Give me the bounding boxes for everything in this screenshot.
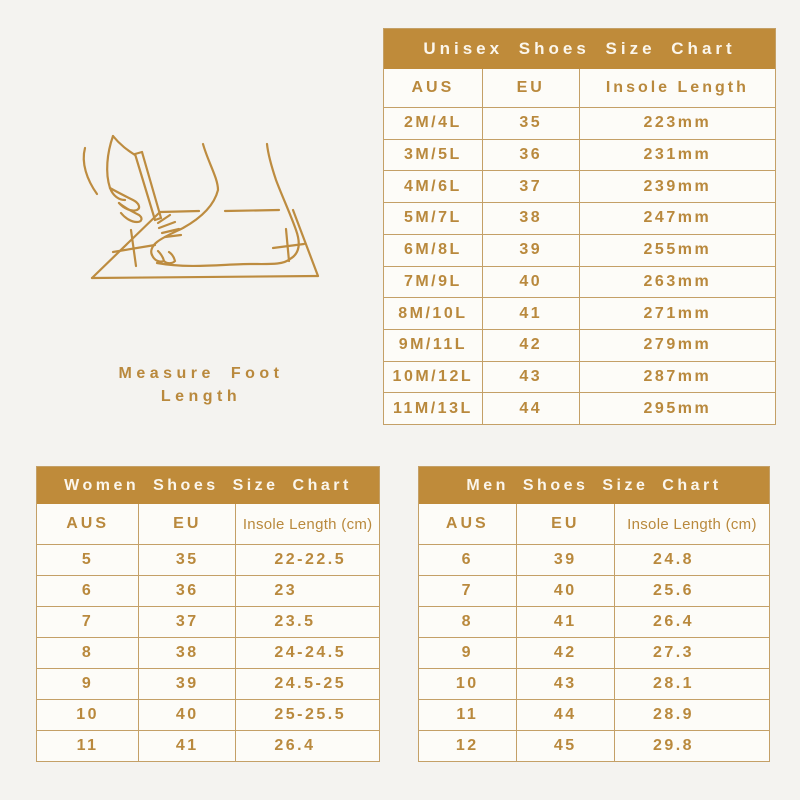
- cell-eu: 38: [138, 638, 235, 668]
- women-col-header-eu: EU: [138, 504, 235, 544]
- women-col-header-aus: AUS: [66, 515, 109, 532]
- table-row: [419, 699, 769, 730]
- cell-aus: 11: [456, 706, 479, 723]
- cell-insole: 23: [235, 576, 379, 606]
- unisex-chart-title: Unisex Shoes Size Chart: [384, 29, 775, 69]
- cell-insole: 231mm: [579, 140, 775, 171]
- table-row: [419, 606, 769, 637]
- cell-aus: 12: [455, 737, 479, 754]
- table-row: [384, 202, 775, 234]
- table-row: [384, 392, 775, 424]
- cell-eu: 40: [516, 576, 614, 606]
- cell-insole: 28.1: [614, 669, 769, 699]
- men-col-header-aus: AUS: [445, 515, 489, 532]
- unisex-col-header-insole: Insole Length: [579, 69, 775, 107]
- table-row: [384, 170, 775, 202]
- cell-insole: 24-24.5: [235, 638, 379, 668]
- cell-aus: 8M/10L: [398, 304, 468, 322]
- cell-aus: 6M/8L: [403, 241, 462, 259]
- women-header-row: [37, 504, 379, 544]
- cell-eu: 44: [482, 393, 579, 424]
- men-table-body: [419, 544, 769, 761]
- cell-aus: 8: [461, 613, 473, 630]
- cell-eu: 41: [138, 731, 235, 761]
- table-row: [419, 637, 769, 668]
- unisex-col-header-eu: EU: [482, 69, 579, 107]
- cell-eu: 37: [138, 607, 235, 637]
- caption-line-1: Measure Foot: [118, 365, 284, 382]
- cell-eu: 37: [482, 171, 579, 202]
- illustration-caption: [55, 362, 347, 408]
- women-table-body: [37, 544, 379, 761]
- cell-insole: 239mm: [579, 171, 775, 202]
- measure-foot-illustration: [55, 118, 347, 408]
- cell-aus: 10M/12L: [392, 367, 474, 385]
- cell-aus: 9: [461, 644, 473, 661]
- cell-eu: 39: [482, 235, 579, 266]
- cell-aus: 7: [81, 613, 94, 630]
- men-col-header-insole: Insole Length (cm): [614, 504, 769, 544]
- cell-eu: 36: [138, 576, 235, 606]
- cell-eu: 42: [482, 330, 579, 361]
- cell-eu: 41: [482, 298, 579, 329]
- cell-insole: 24.8: [614, 545, 769, 575]
- table-row: [384, 297, 775, 329]
- women-chart-title: Women Shoes Size Chart: [37, 467, 379, 504]
- table-row: [384, 139, 775, 171]
- cell-eu: 40: [138, 700, 235, 730]
- unisex-table-body: [384, 107, 775, 424]
- cell-eu: 39: [516, 545, 614, 575]
- unisex-col-header-aus: AUS: [411, 79, 455, 96]
- cell-insole: 223mm: [579, 108, 775, 139]
- table-row: [384, 329, 775, 361]
- cell-aus: 11M/13L: [392, 399, 473, 417]
- cell-eu: 39: [138, 669, 235, 699]
- cell-aus: 10: [76, 706, 99, 723]
- cell-eu: 35: [482, 108, 579, 139]
- cell-eu: 38: [482, 203, 579, 234]
- table-row: [37, 668, 379, 699]
- table-row: [37, 544, 379, 575]
- table-row: [384, 234, 775, 266]
- cell-eu: 42: [516, 638, 614, 668]
- cell-eu: 36: [482, 140, 579, 171]
- cell-insole: 26.4: [235, 731, 379, 761]
- unisex-size-chart: [383, 28, 776, 425]
- cell-aus: 7: [461, 582, 473, 599]
- unisex-header-row: [384, 69, 775, 107]
- table-row: [419, 668, 769, 699]
- cell-insole: 255mm: [579, 235, 775, 266]
- table-row: [419, 575, 769, 606]
- cell-insole: 24.5-25: [235, 669, 379, 699]
- cell-aus: 7M/9L: [403, 272, 462, 290]
- cell-eu: 41: [516, 607, 614, 637]
- cell-insole: 28.9: [614, 700, 769, 730]
- cell-aus: 9: [81, 675, 94, 692]
- cell-insole: 287mm: [579, 362, 775, 393]
- cell-insole: 263mm: [579, 267, 775, 298]
- cell-aus: 8: [81, 644, 94, 661]
- cell-aus: 4M/6L: [403, 177, 462, 195]
- cell-aus: 6: [81, 582, 94, 599]
- table-row: [384, 361, 775, 393]
- cell-eu: 44: [516, 700, 614, 730]
- men-chart-title: Men Shoes Size Chart: [419, 467, 769, 504]
- caption-line-2: Length: [160, 388, 242, 406]
- table-row: [37, 575, 379, 606]
- cell-insole: 271mm: [579, 298, 775, 329]
- cell-aus: 11: [76, 737, 99, 754]
- cell-eu: 45: [516, 731, 614, 761]
- table-row: [37, 606, 379, 637]
- cell-aus: 5: [81, 551, 94, 568]
- cell-insole: 279mm: [579, 330, 775, 361]
- cell-eu: 35: [138, 545, 235, 575]
- table-row: [37, 637, 379, 668]
- cell-aus: 10: [455, 675, 479, 692]
- table-row: [384, 266, 775, 298]
- table-row: [37, 730, 379, 761]
- cell-aus: 2M/4L: [403, 114, 462, 132]
- cell-insole: 25.6: [614, 576, 769, 606]
- cell-insole: 26.4: [614, 607, 769, 637]
- cell-insole: 27.3: [614, 638, 769, 668]
- cell-eu: 43: [482, 362, 579, 393]
- cell-insole: 23.5: [235, 607, 379, 637]
- cell-insole: 295mm: [579, 393, 775, 424]
- table-row: [384, 107, 775, 139]
- cell-aus: 9M/11L: [398, 336, 468, 354]
- table-row: [419, 730, 769, 761]
- men-size-chart: [418, 466, 770, 762]
- women-size-chart: [36, 466, 380, 762]
- cell-eu: 40: [482, 267, 579, 298]
- cell-aus: 3M/5L: [403, 146, 462, 164]
- table-row: [37, 699, 379, 730]
- cell-insole: 29.8: [614, 731, 769, 761]
- foot-measure-drawing-icon: [55, 118, 347, 360]
- cell-insole: 247mm: [579, 203, 775, 234]
- cell-eu: 43: [516, 669, 614, 699]
- cell-insole: 25-25.5: [235, 700, 379, 730]
- men-col-header-eu: EU: [516, 504, 614, 544]
- cell-aus: 6: [461, 551, 473, 568]
- cell-aus: 5M/7L: [403, 209, 462, 227]
- cell-insole: 22-22.5: [235, 545, 379, 575]
- women-col-header-insole: Insole Length (cm): [235, 504, 379, 544]
- men-header-row: [419, 504, 769, 544]
- table-row: [419, 544, 769, 575]
